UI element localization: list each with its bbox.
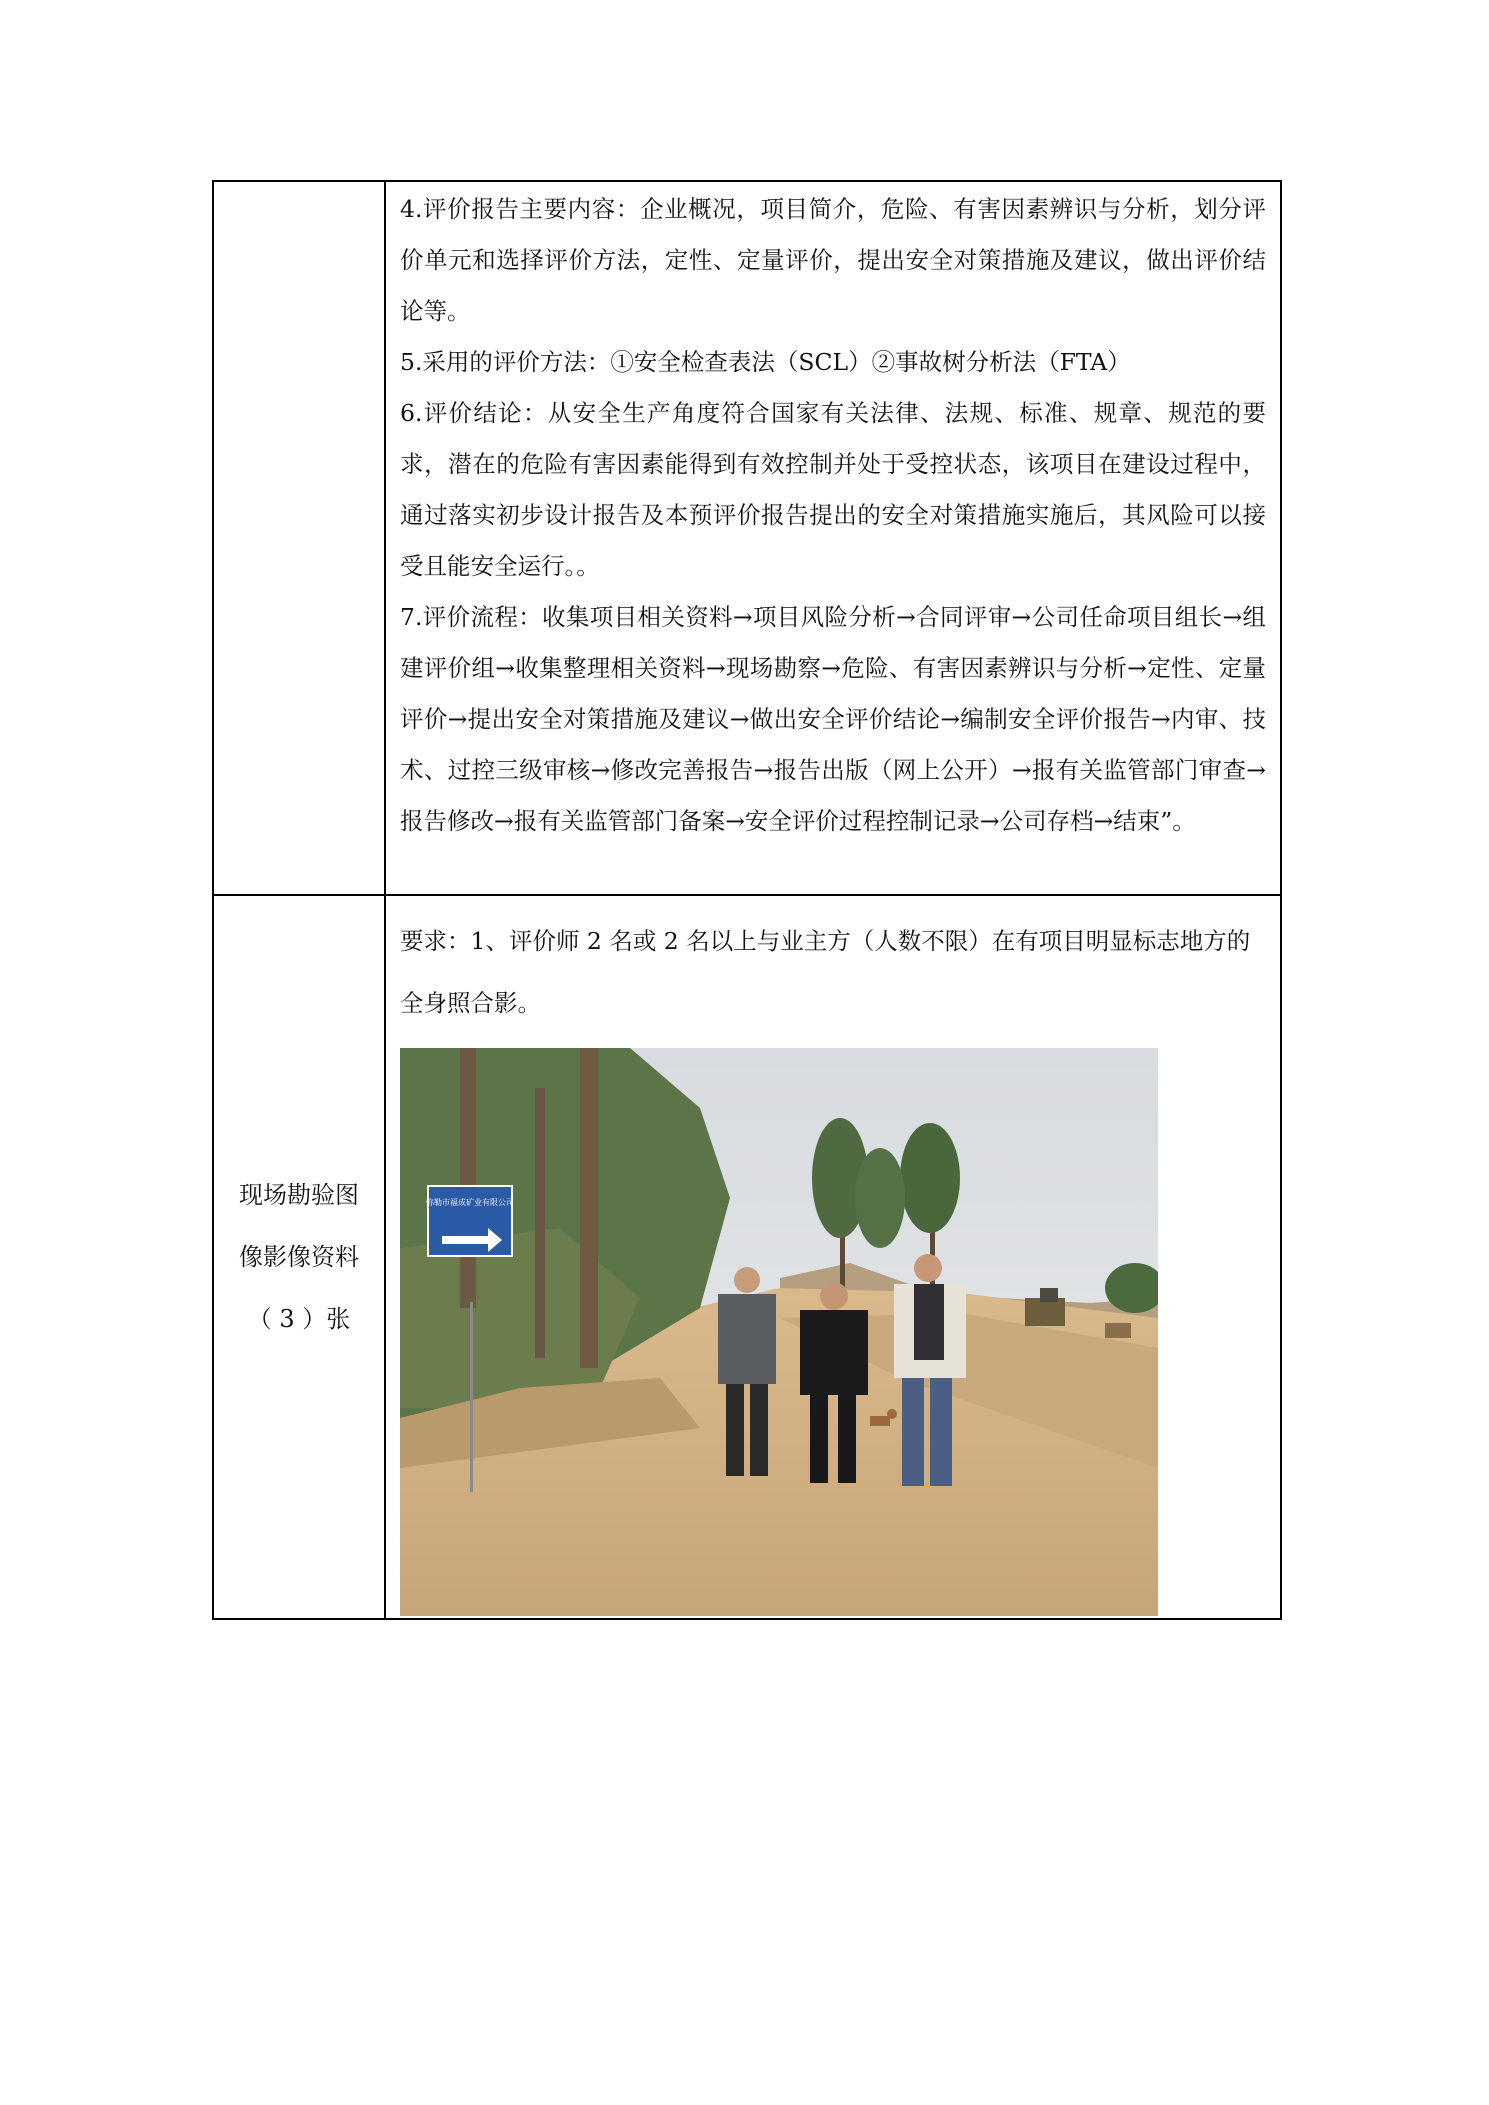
site-photo xyxy=(400,1048,1158,1616)
site-photo-image xyxy=(400,1048,1158,1616)
paragraph-report-contents: 4.评价报告主要内容：企业概况，项目简介，危险、有害因素辨识与分析，划分评价单元和选择评价方法，定性、定量评价，提出安全对策措施及建议，做出评价结论等。 xyxy=(400,195,1266,325)
sign-text: 弥勒市福成矿业有限公司 xyxy=(426,1198,514,1207)
paragraph-evaluation-conclusion: 6.评价结论：从安全生产角度符合国家有关法律、法规、标准、规章、规范的要求，潜在的危险有害因素能得到有效控制并处于受控状态，该项目在建设过程中，通过落实初步设计报告及本预评价报告提出的安全对策措施实施后，其风险可以接受且能安全运行。。 xyxy=(400,399,1266,580)
photo-requirement: 要求：1、评价师 2 名或 2 名以上与业主方（人数不限）在有项目明显标志地方的全身照合影。 xyxy=(400,927,1251,1017)
label-line: 像影像资料 xyxy=(239,1243,359,1271)
label-line: 现场勘验图 xyxy=(239,1181,359,1209)
paragraph-evaluation-process: 7.评价流程：收集项目相关资料→项目风险分析→合同评审→公司任命项目组长→组建评价组→收集整理相关资料→现场勘察→危险、有害因素辨识与分析→定性、定量评价→提出安全对策措施及建议→做出安全评价结论→编制安全评价报告→内审、技术、过控三级审核→修改完善报告→报告出版（网上公开）→报有关监管部门审查→报告修改→报有关监管部门备案→安全评价过程控制记录→公司存档→结束”。 xyxy=(400,603,1266,835)
table-row xyxy=(213,181,1281,895)
site-survey-label xyxy=(213,895,385,1619)
report-content-cell xyxy=(385,181,1281,895)
paragraph-evaluation-methods: 5.采用的评价方法：①安全检查表法（SCL）②事故树分析法（FTA） xyxy=(400,348,1131,376)
label-line: （ 3 ）张 xyxy=(247,1305,351,1333)
photo-cell xyxy=(385,895,1281,1619)
evaluation-table xyxy=(212,180,1282,1620)
table-row xyxy=(213,895,1281,1619)
empty-label-cell xyxy=(213,181,385,895)
